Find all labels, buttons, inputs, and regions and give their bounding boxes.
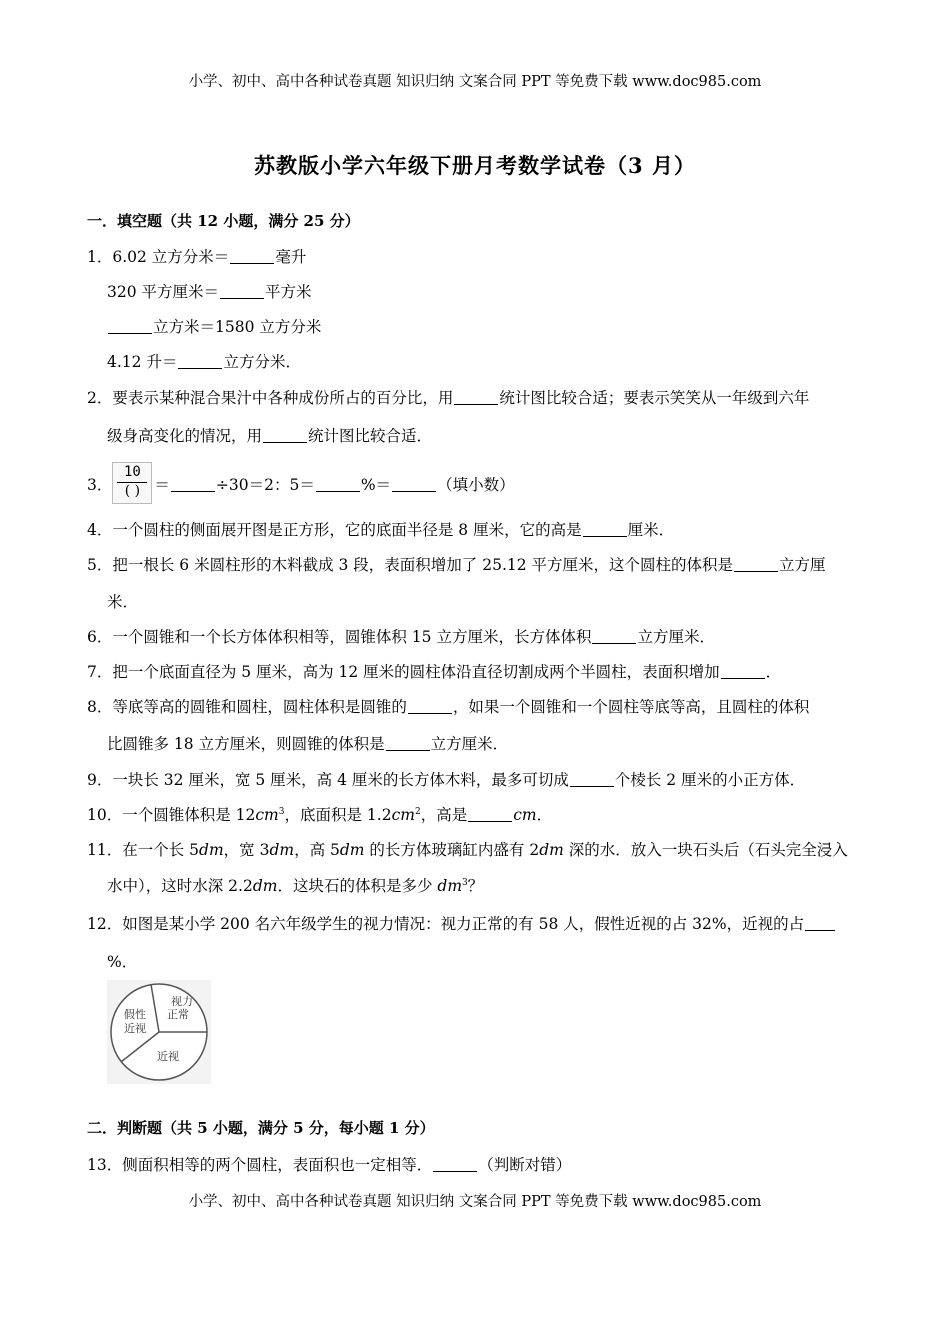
question-11-line2: 水中），这时水深 2.2dm．这块石的体积是多少 $dm^3$？ — [107, 877, 484, 895]
page-header: 小学、初中、高中各种试卷真题 知识归纳 文案合同 PPT 等免费下载 www.doc985.com — [188, 74, 762, 90]
question-1d: 4.12 升＝ 立方分米． — [107, 353, 301, 371]
answer-blank — [171, 476, 215, 493]
question-1a: 1．6.02 立方分米＝ 毫升 — [87, 248, 307, 266]
question-12-line2: %． — [107, 953, 138, 971]
question-5-line1: 5．把一根长 6 米圆柱形的木料截成 3 段，表面积增加了 25.12 平方厘米，这个圆柱的体积是 立方厘 — [87, 556, 826, 574]
page-footer: 小学、初中、高中各种试卷真题 知识归纳 文案合同 PPT 等免费下载 www.doc985.com — [188, 1194, 762, 1210]
pie-label-myopia: 近视 — [157, 1050, 179, 1063]
question-1c: 立方米＝1580 立方分米 — [107, 315, 321, 337]
answer-blank — [263, 427, 307, 444]
question-4: 4．一个圆柱的侧面展开图是正方形，它的底面半径是 8 厘米，它的高是 厘米． — [87, 521, 675, 539]
pie-label-normal: 正常 — [167, 1008, 189, 1021]
question-7: 7．把一个底面直径为 5 厘米，高为 12 厘米的圆柱体沿直径切割成两个半圆柱，表面积增加 ． — [87, 663, 782, 681]
answer-blank — [721, 663, 765, 680]
question-12-line1: 12．如图是某小学 200 名六年级学生的视力情况：视力正常的有 58 人，假性近视的占 32%，近视的占 — [87, 912, 836, 934]
answer-blank — [583, 521, 627, 538]
question-10: 10．一个圆锥体积是 $12cm^3$，底面积是 $1.2cm^2$，高是 cm． — [87, 806, 553, 824]
vision-pie-chart — [107, 980, 211, 1084]
question-8-line2: 比圆锥多 18 立方厘米，则圆锥的体积是 立方厘米． — [107, 735, 509, 753]
question-13: 13．侧面积相等的两个圆柱，表面积也一定相等． （判断对错） — [87, 1156, 572, 1174]
answer-blank — [316, 476, 360, 493]
answer-blank — [468, 806, 512, 823]
answer-blank — [178, 353, 222, 370]
answer-blank — [220, 283, 264, 300]
answer-blank — [592, 628, 636, 645]
answer-blank — [230, 248, 274, 265]
answer-blank — [734, 556, 778, 573]
pie-label-normal: 视力 — [171, 995, 193, 1008]
question-3: 3． $\frac{10}{( )}$ ＝ ÷30＝2：5＝ %＝ （填小数） — [87, 462, 515, 504]
question-6: 6．一个圆锥和一个长方体体积相等，圆锥体积 15 立方厘米，长方体体积 立方厘米． — [87, 628, 715, 646]
answer-blank — [408, 698, 452, 715]
answer-blank — [454, 389, 498, 406]
question-9: 9．一块长 32 厘米，宽 5 厘米，高 4 厘米的长方体木料，最多可切成 个棱长 2 厘米的小正方体． — [87, 771, 806, 789]
question-1b: 320 平方厘米＝ 平方米 — [107, 283, 312, 301]
section-true-false: 二．判断题（共 5 小题，满分 5 分，每小题 1 分） — [87, 1119, 435, 1137]
pie-chart-svg — [107, 980, 211, 1084]
answer-blank — [108, 318, 152, 335]
answer-blank — [392, 476, 436, 493]
answer-blank — [433, 1156, 477, 1173]
section-fill-in: 一．填空题（共 12 小题，满分 25 分） — [87, 212, 360, 230]
question-2-line2: 级身高变化的情况，用 统计图比较合适． — [107, 427, 433, 445]
question-5-line2: 米． — [107, 593, 139, 611]
question-8-line1: 8．等底等高的圆锥和圆柱，圆柱体积是圆锥的 ，如果一个圆锥和一个圆柱等底等高，且圆柱的体积 — [87, 698, 810, 716]
fraction-image: $\frac{10}{( )}$ — [112, 462, 152, 504]
answer-blank — [386, 735, 430, 752]
pie-label-pseudo-myopia: 近视 — [124, 1022, 146, 1035]
pie-label-pseudo-myopia: 假性 — [124, 1008, 146, 1021]
question-2-line1: 2．要表示某种混合果汁中各种成份所占的百分比，用 统计图比较合适；要表示笑笑从一年级到六年 — [87, 389, 810, 407]
answer-blank — [570, 771, 614, 788]
page-title: 苏教版小学六年级下册月考数学试卷（3 月） — [254, 153, 696, 178]
answer-blank — [805, 915, 835, 932]
question-11-line1: 11．在一个长 5dm，宽 3dm，高 5dm 的长方体玻璃缸内盛有 2dm 深的水．放入一块石头后（石头完全浸入 — [87, 841, 848, 859]
